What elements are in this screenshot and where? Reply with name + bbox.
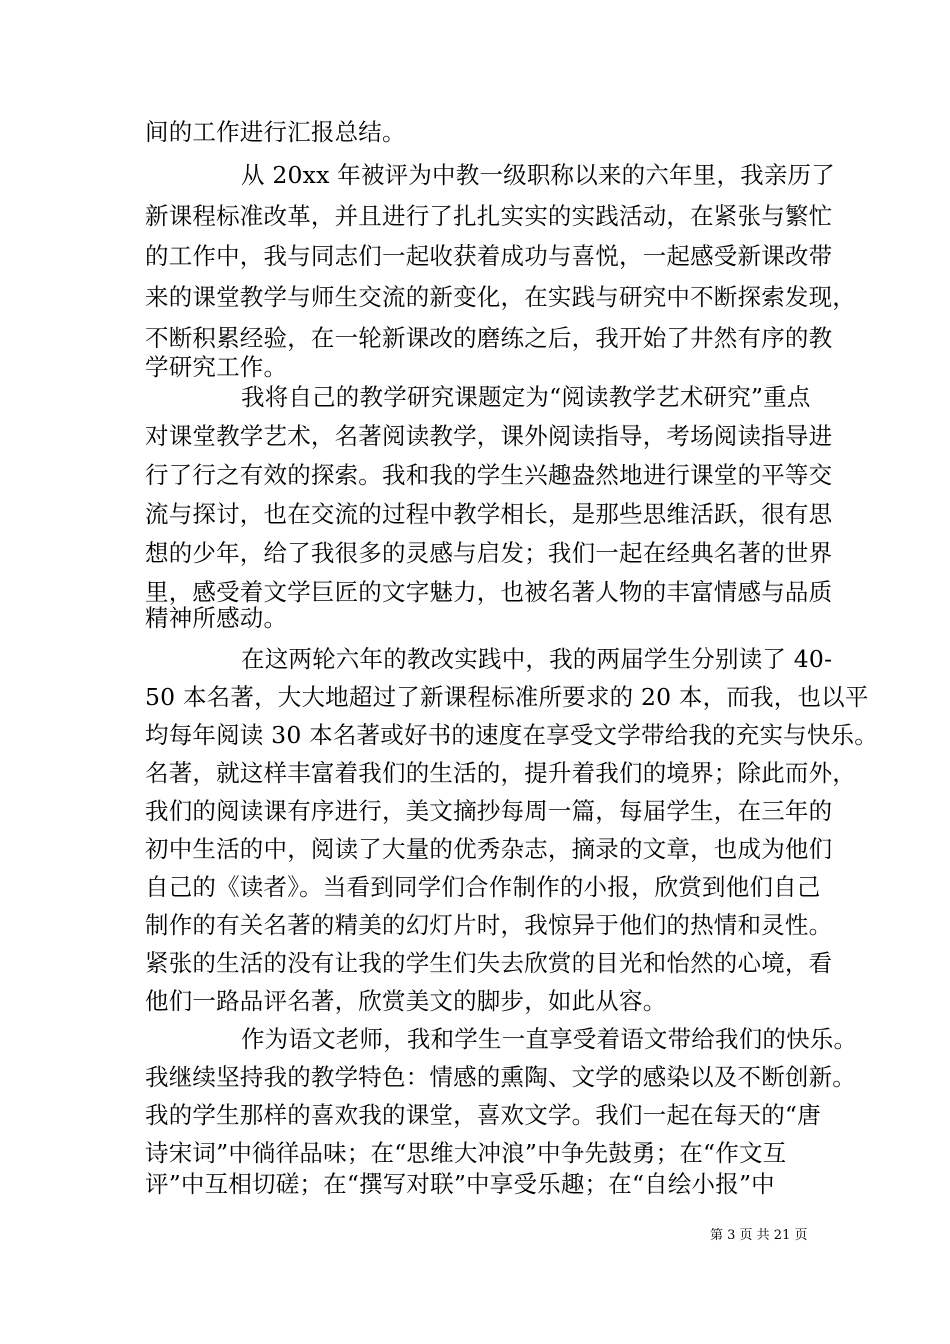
text-line: 他们一路品评名著，欣赏美文的脚步，如此从容。 xyxy=(145,987,667,1015)
text-line: 名著，就这样丰富着我们的生活的，提升着我们的境界；除此而外， xyxy=(145,759,856,787)
text-line: 均每年阅读 30 本名著或好书的速度在享受文学带给我的充实与快乐。 xyxy=(145,721,878,749)
text-line: 精神所感动。 xyxy=(145,604,288,632)
text-line: 对课堂教学艺术，名著阅读教学，课外阅读指导，考场阅读指导进 xyxy=(145,422,833,450)
text-line: 制作的有关名著的精美的幻灯片时，我惊异于他们的热情和灵性。 xyxy=(145,911,833,939)
page-number-footer: 第 3 页 共 21 页 xyxy=(710,1228,808,1243)
paragraph-first-line: 我将自己的教学研究课题定为“阅读教学艺术研究”重点 xyxy=(241,383,811,411)
text-line: 新课程标准改革，并且进行了扎扎实实的实践活动，在紧张与繁忙 xyxy=(145,202,833,230)
text-line: 自己的《读者》。当看到同学们合作制作的小报，欣赏到他们自己 xyxy=(145,873,821,901)
text-line: 我继续坚持我的教学特色：情感的熏陶、文学的感染以及不断创新。 xyxy=(145,1063,856,1091)
text-line: 里，感受着文学巨匠的文字魅力，也被名著人物的丰富情感与品质 xyxy=(145,578,833,606)
text-line: 间的工作进行汇报总结。 xyxy=(145,118,406,146)
text-line: 想的少年，给了我很多的灵感与启发；我们一起在经典名著的世界 xyxy=(145,539,833,567)
text-line: 紧张的生活的没有让我的学生们失去欣赏的目光和怡然的心境，看 xyxy=(145,949,833,977)
text-line: 我们的阅读课有序进行，美文摘抄每周一篇，每届学生，在三年的 xyxy=(145,797,833,825)
text-line: 50 本名著，大大地超过了新课程标准所要求的 20 本，而我，也以平 xyxy=(145,683,869,711)
text-line: 流与探讨，也在交流的过程中教学相长，是那些思维活跃，很有思 xyxy=(145,500,833,528)
paragraph-first-line: 作为语文老师，我和学生一直享受着语文带给我们的快乐。 xyxy=(241,1025,858,1053)
text-line: 初中生活的中，阅读了大量的优秀杂志，摘录的文章，也成为他们 xyxy=(145,835,833,863)
text-line: 我的学生那样的喜欢我的课堂，喜欢文学。我们一起在每天的“唐 xyxy=(145,1101,821,1129)
text-line: 的工作中，我与同志们一起收获着成功与喜悦，一起感受新课改带 xyxy=(145,242,833,270)
text-line: 来的课堂教学与师生交流的新变化，在实践与研究中不断探索发现， xyxy=(145,283,856,311)
text-line: 学研究工作。 xyxy=(145,353,288,381)
text-line: 评”中互相切磋；在“撰写对联”中享受乐趣；在“自绘小报”中 xyxy=(145,1170,775,1198)
paragraph-first-line: 从 20xx 年被评为中教一级职称以来的六年里，我亲历了 xyxy=(241,161,835,189)
paragraph-first-line: 在这两轮六年的教改实践中，我的两届学生分别读了 40- xyxy=(241,645,833,673)
text-line: 行了行之有效的探索。我和我的学生兴趣盎然地进行课堂的平等交 xyxy=(145,461,833,489)
text-line: 诗宋词”中徜徉品味；在“思维大冲浪”中争先鼓勇；在“作文互 xyxy=(145,1139,787,1167)
text-line: 不断积累经验，在一轮新课改的磨练之后，我开始了井然有序的教 xyxy=(145,324,833,352)
